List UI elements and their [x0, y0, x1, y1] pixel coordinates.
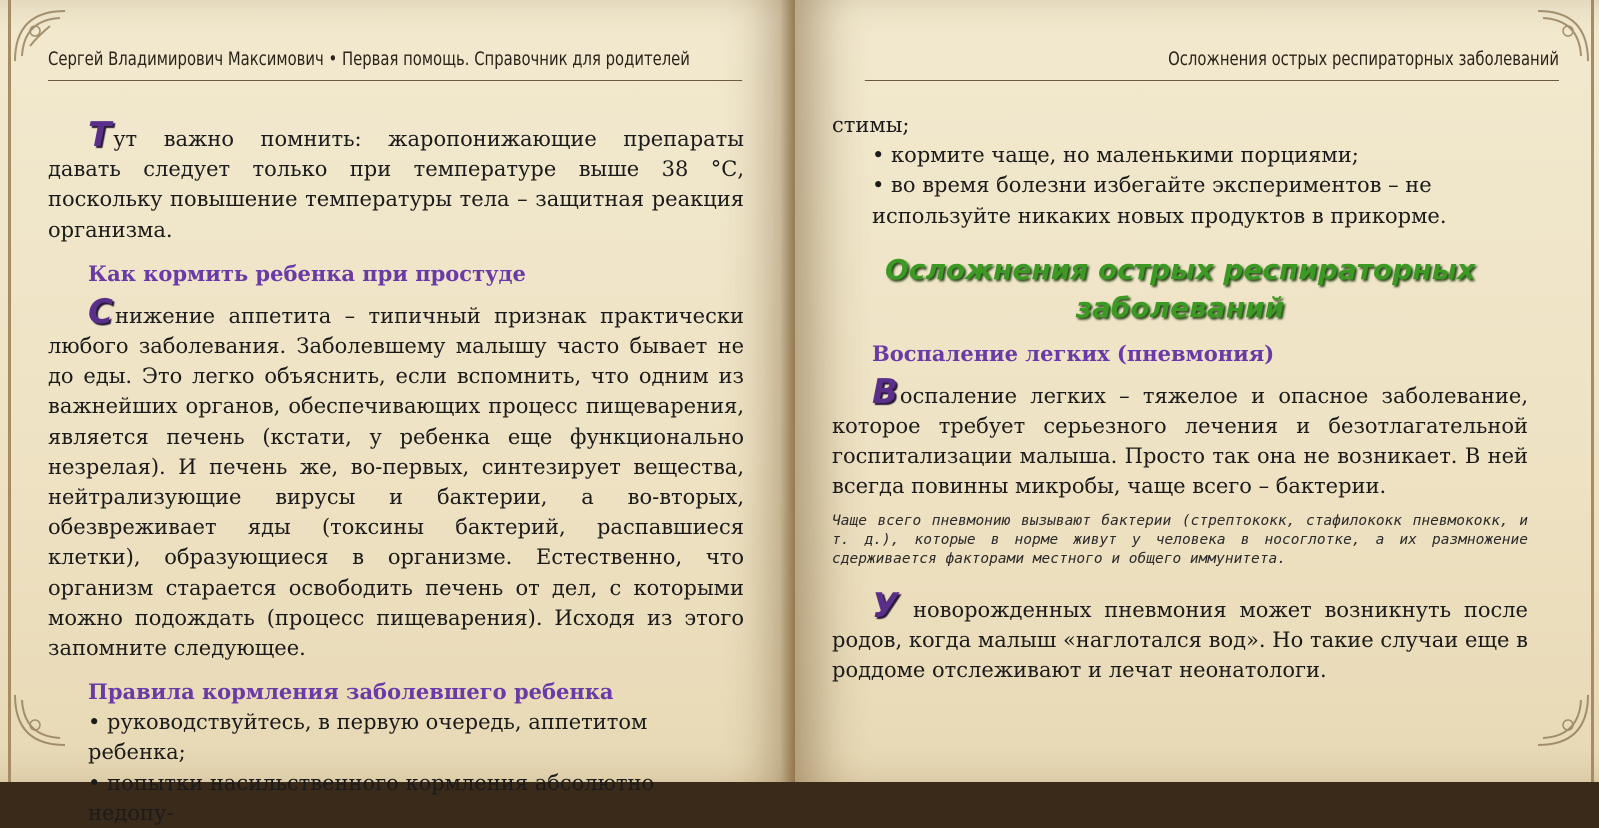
- paragraph-4: У новорожденных пневмония может возникнуть после родов, когда малыш «наглотался вод». Но такие случаи еще в роддоме отслеживают и лечат неонатологи.: [832, 585, 1528, 683]
- running-header-right: Осложнения острых респираторных заболеваний: [865, 48, 1559, 81]
- section-title-line-2: заболеваний: [1075, 290, 1285, 324]
- subheading-feeding: Как кормить ребенка при простуде: [88, 260, 526, 286]
- left-page: [0, 0, 795, 825]
- note-monospace: Чаще всего пневмонию вызывают бактерии (стрептококк, стафилококк пневмококк, и т. д.), которые в норме живут у человека в носоглотке, а их размножение сдерживается факторами местного и общего иммунитета.: [832, 512, 1528, 567]
- right-border: [1591, 0, 1594, 782]
- right-text-column: [832, 110, 1528, 685]
- left-text-column: [48, 115, 744, 828]
- section-title-line-1: Осложнения острых респираторных: [884, 252, 1476, 286]
- drop-cap: В: [872, 371, 898, 412]
- bullet-4: • во время болезни избегайте экспериментов – не используйте никаких новых продуктов в прикорме.: [872, 173, 1447, 228]
- paragraph-3: Воспаление легких – тяжелое и опасное заболевание, которое требует серьезного лечения и безотлагательной госпитализации малыша. Просто так она не возникает. В ней всегда повинны микробы, чаще всего – бактерии.: [832, 371, 1528, 499]
- ornament-bottom-right-icon: [1533, 690, 1593, 750]
- drop-cap: Т: [88, 115, 112, 155]
- bullet-3: • кормите чаще, но маленькими порциями;: [872, 143, 1359, 168]
- left-border: [8, 0, 11, 782]
- right-header-area: [869, 0, 1559, 100]
- drop-cap: С: [88, 291, 113, 332]
- bullet-1: • руководствуйтесь, в первую очередь, аппетитом ребенка;: [88, 710, 648, 765]
- continuation-text: стимы;: [832, 113, 910, 137]
- drop-cap: У: [872, 585, 899, 626]
- running-header-left: Сергей Владимирович Максимович • Первая помощь. Справочник для родителей: [48, 48, 742, 81]
- paragraph-1: Тут важно помнить: жаропонижающие препараты давать следует только при температуре выше 38 °С, поскольку повышение температуры тела – защитная реакция организма.: [48, 115, 744, 242]
- subheading-pneumonia: Воспаление легких (пневмония): [872, 340, 1275, 366]
- right-page: [795, 0, 1599, 782]
- bullet-2: • попытки насильственного кормления абсолютно недопу-: [88, 770, 655, 825]
- subheading-rules: Правила кормления заболевшего ребенка: [88, 679, 614, 705]
- paragraph-2: Снижение аппетита – типичный признак практически любого заболевания. Заболевшему малышу часто бывает не до еды. Это легко объяснить, если вспомнить, что одним из важнейших органов, обеспечивающих процесс пищеварения, является печень (кстати, у ребенка еще функционально незрелая). И печень же, во-первых, синтезирует вещества, нейтрализующие вирусы и бактерии, а во-вторых, обезвреживает яды (токсины бактерий, распавшиеся клетки), образующиеся в организме. Естественно, что организм старается освободить печень от дел, с которыми можно подождать (процесс пищеварения). Исходя из этого запомните следующее.: [48, 291, 744, 661]
